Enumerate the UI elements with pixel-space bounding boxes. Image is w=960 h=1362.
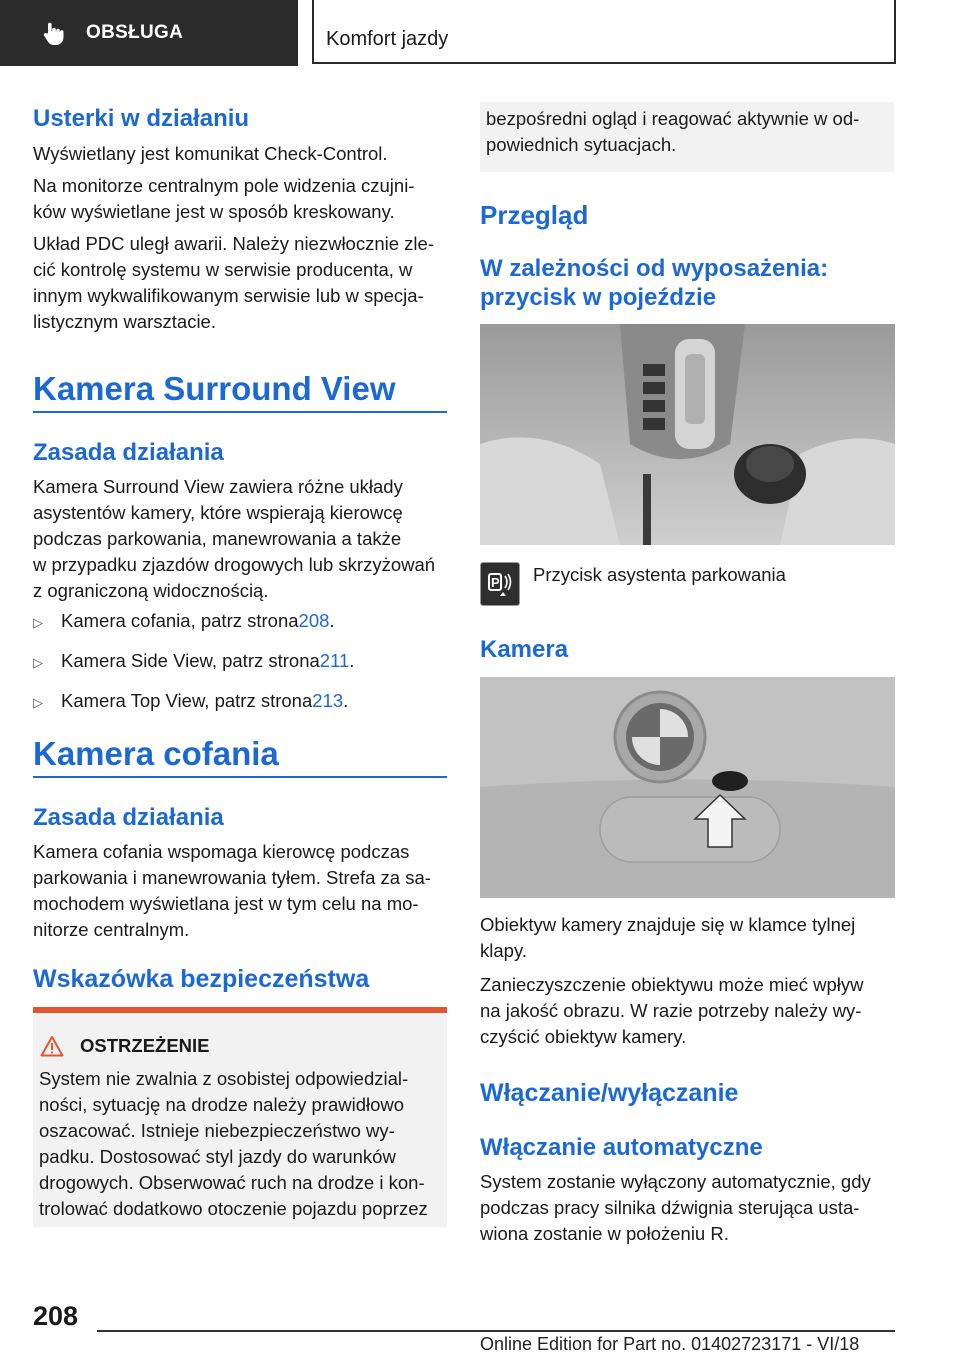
text-line: powiednich sytuacjach. [486,134,677,155]
page-link-213[interactable]: 213 [312,690,344,711]
list-item [33,648,447,676]
text-line: System zostanie wyłączony automatycznie, gdy [480,1171,871,1192]
button-legend [480,562,786,606]
heading-rule [33,776,447,778]
parking-sensor-icon [486,570,514,598]
camera-list [33,608,447,716]
camera-text [480,912,900,1050]
text-line: bezpośredni ogląd i reagować aktywnie w od- [486,108,860,129]
list-item-period: . [343,690,349,711]
button-caption: Przycisk asystenta parkowania [533,564,786,585]
warning-label: OSTRZEŻENIE [80,1035,210,1056]
center-console-image [480,324,895,545]
text-line: oszacować. Istnieje niebezpieczeństwo wy- [39,1120,395,1141]
warning-header [40,1035,210,1057]
text-line: podczas pracy silnika dźwignia sterująca usta- [480,1197,860,1218]
srv-heading: Kamera Surround View [33,370,396,407]
rear-camera-heading: Kamera cofania [33,735,279,772]
footer-rule [97,1330,895,1332]
heading-line: przycisk w pojeździe [480,284,717,311]
text-line: ków wyświetlane jest w sposób kreskowany. [33,201,395,222]
text-line: padku. Dostosować styl jazdy do warunków [39,1146,396,1167]
faults-text [33,141,447,335]
text-line: mochodem wyświetlana jest w tym celu na mo- [33,893,419,914]
list-item-text: Kamera Side View, patrz strona [61,650,320,671]
center-console-illustration [480,324,895,545]
text-line: Na monitorze centralnym pole widzenia czujni- [33,175,415,196]
tailgate-illustration [480,677,895,898]
hand-icon [40,20,66,46]
text-line: trolować dodatkowo otoczenie pojazdu poprzez [39,1198,428,1219]
text-line: innym wykwalifikowanym serwisie lub w specja- [33,285,424,306]
warning-triangle-icon [40,1035,64,1057]
text-line: czyścić obiektyw kamery. [480,1026,687,1047]
warning-text [39,1066,444,1222]
svg-text:P: P [491,575,500,590]
overview-heading: Przegląd [480,200,589,230]
on-off-heading: Włączanie/wyłączanie [480,1079,739,1107]
heading-rule [33,411,447,413]
list-item [33,688,447,716]
text-line: nitorze centralnym. [33,919,190,940]
srv-principle-heading: Zasada działania [33,439,224,466]
triangle-bullet-icon: ▷ [33,655,43,670]
text-line: Wyświetlany jest komunikat Check-Control. [33,143,388,164]
srv-text [33,474,453,604]
text-line: podczas parkowania, manewrowania a także [33,528,402,549]
page-number: 208 [33,1301,79,1331]
text-line: listycznym warsztacie. [33,311,216,332]
text-line: klapy. [480,940,527,961]
camera-heading: Kamera [480,636,569,663]
list-item-period: . [329,610,335,631]
parking-assistant-button-icon [480,562,520,606]
heading-line: W zależności od wyposażenia: [480,255,829,282]
list-item-text: Kamera cofania, patrz strona [61,610,299,631]
text-line: cić kontrolę systemu w serwisie producenta, w [33,259,413,280]
text-line: asystentów kamery, które wspierają kierowcę [33,502,403,523]
text-line: Zanieczyszczenie obiektywu może mieć wpływ [480,974,864,995]
rear-text [33,839,447,943]
triangle-bullet-icon: ▷ [33,695,43,710]
text-line: Kamera cofania wspomaga kierowcę podczas [33,841,410,862]
text-line: z ograniczoną widocznością. [33,580,269,601]
edition-text: Online Edition for Part no. 01402723171 - VI/18 [480,1334,860,1354]
header-chapter-tab[interactable] [0,0,298,66]
text-line: w przypadku zjazdów drogowych lub skrzyżowań [33,554,436,575]
warning-continuation-text [486,106,886,158]
page-link-208[interactable]: 208 [298,610,330,631]
text-line: wiona zostanie w położeniu R. [480,1223,729,1244]
auto-on-text [480,1169,900,1247]
safety-heading: Wskazówka bezpieczeństwa [33,965,370,993]
text-line: ności, sytuację na drodze należy prawidłowo [39,1094,405,1115]
faults-heading: Usterki w działaniu [33,105,250,132]
text-line: Układ PDC uległ awarii. Należy niezwłocznie zle- [33,233,434,254]
auto-on-heading: Włączanie automatyczne [480,1134,763,1161]
triangle-bullet-icon: ▷ [33,615,43,630]
text-line: na jakość obrazu. W razie potrzeby należy wy- [480,1000,862,1021]
list-item [33,608,447,636]
page-link-211[interactable]: 211 [319,650,350,671]
tailgate-camera-image [480,677,895,898]
rear-principle-heading: Zasada działania [33,804,224,831]
equipment-heading [480,254,828,312]
list-item-period: . [349,650,355,671]
chapter-label: OBSŁUGA [86,22,184,43]
section-title: Komfort jazdy [326,28,449,50]
list-item-text: Kamera Top View, patrz strona [61,690,313,711]
text-line: drogowych. Obserwować ruch na drodze i kon- [39,1172,425,1193]
text-line: Obiektyw kamery znajduje się w klamce tylnej [480,914,856,935]
text-line: System nie zwalnia z osobistej odpowiedzial- [39,1068,409,1089]
text-line: Kamera Surround View zawiera różne układy [33,476,403,497]
text-line: parkowania i manewrowania tyłem. Strefa za sa- [33,867,431,888]
